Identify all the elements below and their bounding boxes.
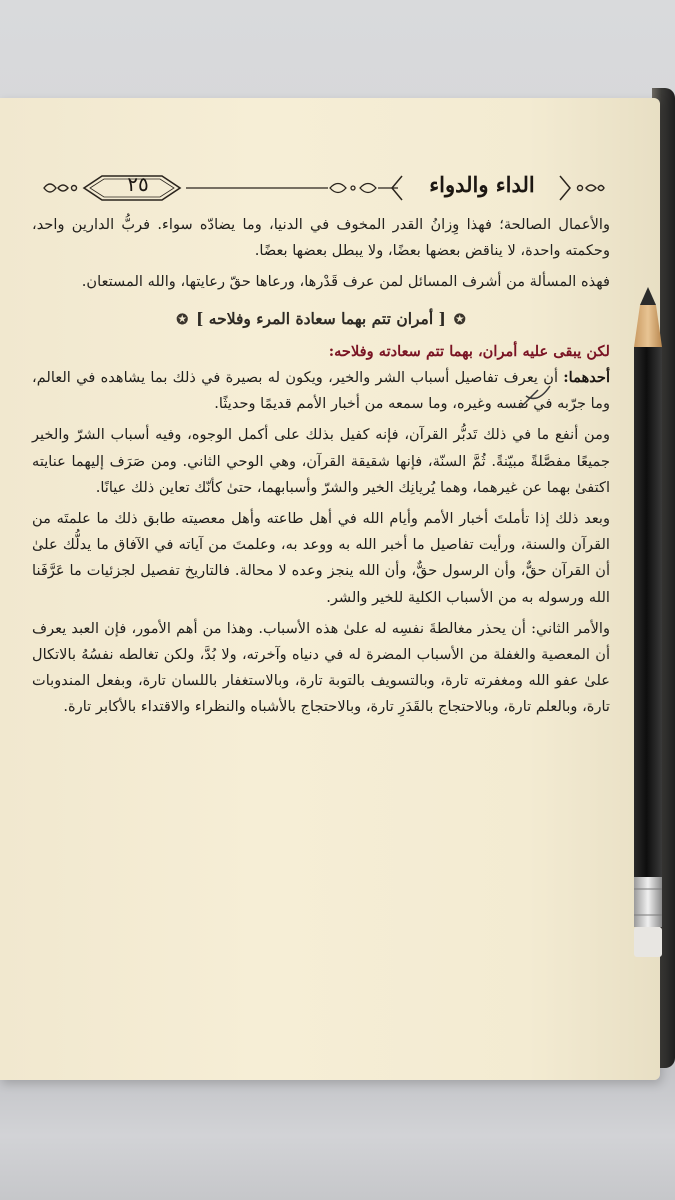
- paragraph-4: ومن أنفع ما في ذلك تَدبُّر القرآن، فإنه كفيل بذلك على أكمل الوجوه، وفيه أسباب الشرّ والخير جميعًا مفصَّلةً مبيّنةً. ثُمَّ السنّة، فإنها شقيقة القرآن، وهي الوحي الثاني. ومن صَرَف إليهما عنايته اكتفىٰ بهما عن غيرهما، وهما يُريانِك الخير والشرّ وأسبابهما، حتىٰ كأنّك تعاين ذلك عيانًا.: [32, 426, 610, 496]
- page-number: ٢٥: [127, 172, 149, 196]
- page-header: [40, 170, 605, 206]
- section-heading-row: [32, 306, 610, 333]
- pencil: [626, 285, 670, 975]
- paragraph-3-text: أن يعرف تفاصيل أسباب الشر والخير، ويكون له بصيرة في ذلك بما يشاهده في العالم، وما جرّبه في نفسه وغيره، وما سمعه من أخبار الأمم قديمًا وحديثًا.: [32, 369, 610, 413]
- page-body: [32, 212, 610, 721]
- paragraph-5: وبعد ذلك إذا تأملتَ أخبار الأمم وأيام الله في أهل طاعته وأهل معصيته طابق ذلك ما علمتَه من القرآن والسنة، ورأيت تفاصيل ما أخبر الله به ووعد به، وعلمتَ من آياته في الآفاق ما يدلُّك علىٰ أن القرآن حقٌّ، وأن الرسول حقٌّ، وأن الله ينجز وعده لا محالة. فالتاريخ تفصيل لجزئيات ما عَرَّفَنا الله ورسوله به من الأسباب الكلية للخير والشر.: [32, 510, 610, 606]
- left-flourish-icon: [44, 184, 77, 192]
- paragraph-6: والأمر الثاني: أن يحذر مغالطةَ نفسِه له علىٰ هذه الأسباب. وهذا من أهم الأمور، فإن العبد يعرف أن المعصية والغفلة من الأسباب المضرة له في دنياه وآخرته، ولا بُدَّ، ولكن تغالطه نفسُهُ بالاتكال علىٰ عفو الله ومغفرته تارة، وبالتسويف بالتوبة تارة، وبالاستغفار باللسان تارة، وبفعل المندوبات تارة، وبالعلم تارة، وبالاحتجاج بالقَدَرِ تارة، وبالاحتجاج بالأشباه والنظراء والاقتداء بالأكابر تارة.: [32, 619, 610, 716]
- book-title: الداء والدواء: [429, 172, 535, 197]
- paragraph-2: فهذه المسألة من أشرف المسائل لمن عرف قَدْرها، ورعاها حقّ رعايتها، والله المستعان.: [81, 273, 610, 291]
- sub-heading: لكن يبقى عليه أمران، بهما تتم سعادته وفلاحه:: [328, 342, 610, 360]
- right-flourish-icon: [578, 185, 605, 191]
- pencil-annotation-mark: [516, 378, 556, 418]
- section-heading: [ أمران تتم بهما سعادة المرء وفلاحه ]: [196, 308, 446, 328]
- star-ornament-icon: ✪: [453, 311, 466, 328]
- paragraph-3-lead: أحدهما:: [563, 369, 610, 387]
- center-knot-icon: [330, 184, 376, 193]
- paragraph-1: والأعمال الصالحة؛ فهذا وِزانُ القدر المخوف في الدنيا، وما يضادّه سواء. فربُّ الدارين واحد، وحكمته واحدة، لا يناقض بعضها بعضًا، ولا يبطل بعضها بعضًا.: [32, 216, 610, 260]
- star-ornament-icon: ✪: [176, 311, 189, 328]
